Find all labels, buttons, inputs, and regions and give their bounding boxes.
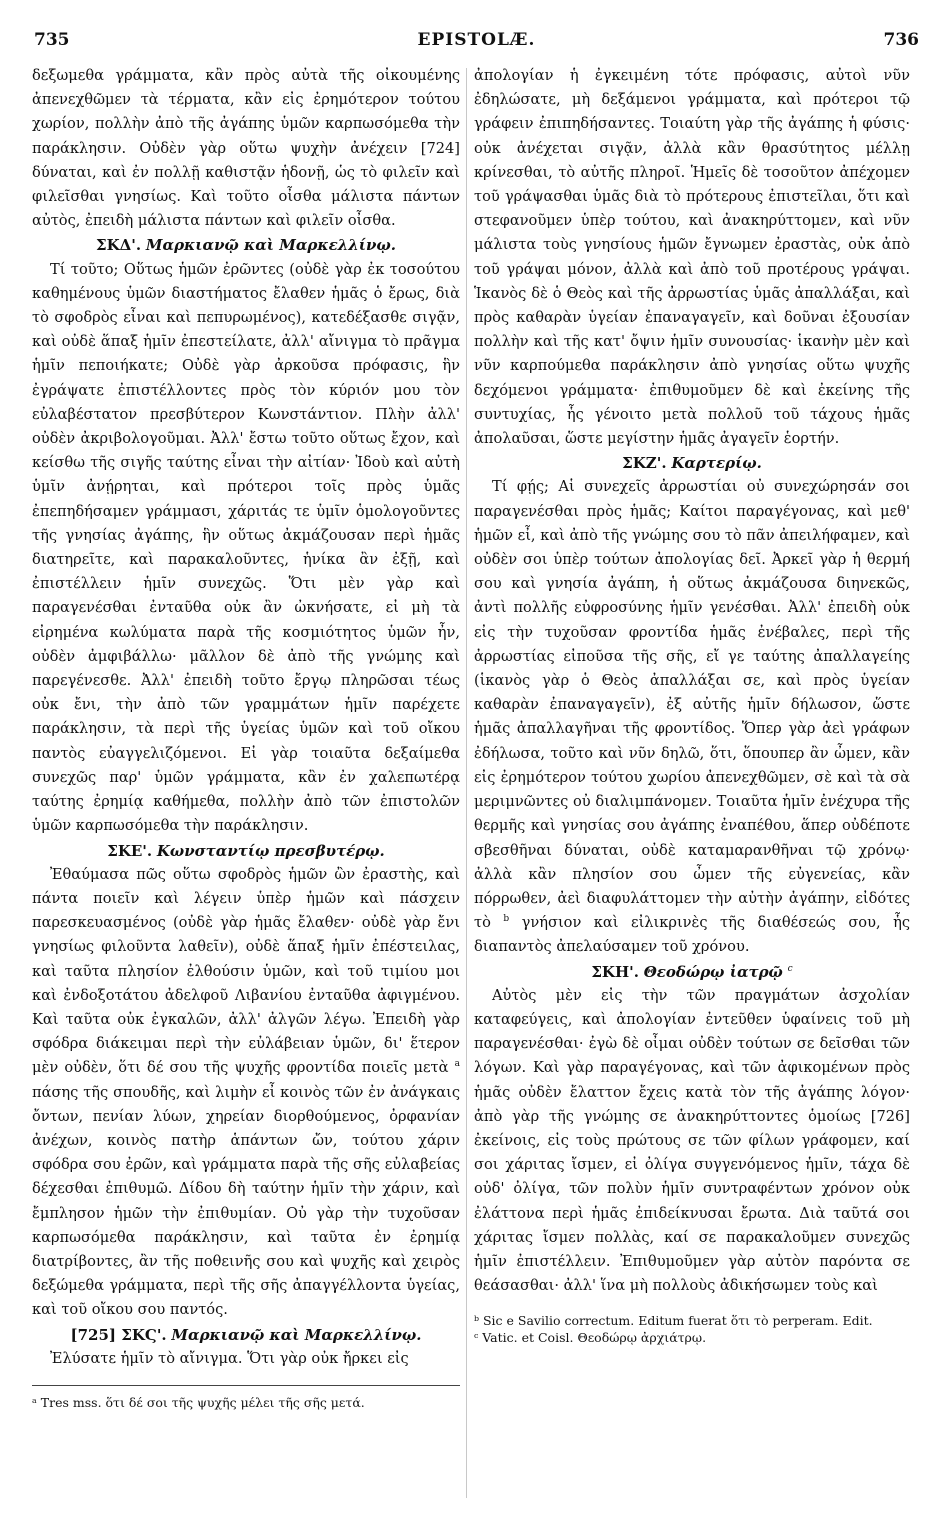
letter-224-number: ΣΚΔ'. <box>96 236 142 255</box>
running-title: EPISTOLÆ. <box>417 30 536 50</box>
letter-227-heading <box>474 451 910 475</box>
letter-226-heading <box>32 1323 460 1347</box>
letter-226-body-start: Ἐλύσατε ἡμῖν τὸ αἴνιγμα. Ὅτι γὰρ οὐκ ἤρκει εἰς <box>50 1349 409 1367</box>
right-footnotes <box>474 1312 910 1346</box>
right-page-number: 736 <box>883 30 919 50</box>
letter-226-continuation: ἀπολογίαν ἡ ἐγκειμένη τότε πρόφασις, αὐτοὶ νῦν ἐδηλώσατε, μὴ δεξάμενοι γράμματα, καὶ πρότεροι τῷ γράφειν ἐπιπηδήσαντες. Τοιαύτη γὰρ τῆς ἀγάπης ἡ φύσις· οὐκ ἀνέχεται σιγᾷν, ἀλλὰ κἂν θρασύτητος μέλλῃ κρίνεσθαι, τὸ αὐτῆς πληροῖ. Ἡμεῖς δὲ τοσοῦτον ἀπέχομεν τοῦ γράψασθαι ὑμᾶς διὰ τὸ πρότερους ἐπιστεῖλαι, ὅτι καὶ στεφανοῦμεν ὑπὲρ τούτου, καὶ ἀνακηρύττομεν, καὶ νῦν μάλιστα τοὺς γνησίους ἡμῶν ἔγνωμεν ἐραστὰς, οὐκ ἀπὸ τοῦ γράψαι μόνον, ἀλλὰ καὶ ἀπὸ τοῦ προτέρους γράψαι. Ἱκανὸς δὲ ὁ Θεὸς καὶ τῆς ἀρρωστίας ὑμᾶς ἀπαλλάξαι, καὶ πρὸς καθαρὰν ὑγείαν ἐπαναγαγεῖν, καὶ δοῦναι ἐξουσίαν πολλὴν καὶ τῆς κατ' ὄψιν ἡμῖν συνουσίας· ἱκανὴν μὲν καὶ νῦν καρπούμεθα παράκλησιν ἀπὸ γνησίας οὕτω ψυχῆς δεχόμενοι γράμματα· ἐπιθυμοῦμεν δὲ καὶ ἐκείνης τῆς συντυχίας, ἧς γένοιτο μετὰ πολλοῦ τοῦ τάχους ἡμᾶς ἀπολαῦσαι, ὥστε μεγίστην ἡμᾶς ἀγαγεῖν ἑορτήν. <box>474 67 910 448</box>
footnote-b: ᵇ Sic e Savilio correctum. Editum fuerat ὅτι τὸ perperam. Edit. <box>474 1313 873 1329</box>
letter-228-addressee: Θεοδώρῳ ἰατρῷ <box>643 962 783 981</box>
letter-225-heading <box>32 839 460 863</box>
letter-227-body <box>474 475 910 959</box>
letter-226-number: [725] ΣΚϚ'. <box>70 1325 167 1344</box>
letter-225-body-part-1: Ἐθαύμασα πῶς οὕτω σφοδρὸς ἡμῶν ὢν ἐραστὴς, καὶ πάντα ποιεῖν καὶ λέγειν ὑπὲρ ἡμῶν καὶ πάσχειν παρεσκευασμένος (οὐδὲ γὰρ ἡμᾶς ἔλαθεν· οὐδὲ γὰρ ἔνι γνησίως φιλοῦντα λαθεῖν), οὐδὲ ἅπαξ ἡμῖν ἐπέστειλας, καὶ ταῦτα πλησίον ἐλθούσιν ὑμῶν, καὶ τοῦ τιμίου μοι καὶ ἐνδοξοτάτου ἀδελφοῦ Λιβανίου ἐνταῦθα ἀφιγμένου. Καὶ ταῦτα οὐκ ἐγκαλῶν, ἀλλ' ἀλγῶν λέγω. Ἐπειδὴ γὰρ σφόδρα διάκειμαι περὶ τὴν εὐλάβειαν ὑμῶν, δι' ἕτερον μὲν οὐδὲν, ὅτι δέ σου τῆς ψυχῆς φροντίδα ποιεῖς μετὰ <box>32 865 460 1077</box>
letter-227-number: ΣΚΖ'. <box>622 454 667 473</box>
footnote-a: ᵃ Tres mss. ὅτι δέ σοι τῆς ψυχῆς μέλει τῆς σῆς μετά. <box>32 1394 365 1410</box>
letter-223-continuation: δεξωμεθα γράμματα, κἂν πρὸς αὐτὰ τῆς οἰκουμένης ἀπενεχθῶμεν τὰ τέρματα, κἂν εἰς ἐρημότερον τούτου χωρίον, πολλὴν ἀπὸ τῆς ἀγάπης ὑμῶν καρπωσόμεθα τὴν παράκλησιν. Οὐδὲν γὰρ οὕτω ψυχὴν ἀνέχειν [724] δύναται, καὶ ἐν πολλῇ καθιστᾷν ἡδονῇ, ὡς τὸ φιλεῖν καὶ φιλεῖσθαι γνησίως. Καὶ τοῦτο οἶσθα μάλιστα πάντων αὐτὸς, ἐπειδὴ μάλιστα πάντων καὶ φιλεῖν οἶσθα. <box>32 67 460 230</box>
left-page-number: 735 <box>34 30 70 50</box>
letter-225-body <box>32 863 460 1323</box>
letter-228-body: Αὐτὸς μὲν εἰς τὴν τῶν πραγμάτων ἀσχολίαν καταφεύγεις, καὶ ἀπολογίαν ἐντεῦθεν ὑφαίνεις τοῦ μὴ παραγενέσθαι· ἐγὼ δὲ οἶμαι οὐδὲν τούτων σε δεῖσθαι τῶν λόγων. Καὶ γὰρ παραγέγονας, καὶ τῶν ἀφικομένων πρὸς ἡμᾶς οὐδὲν ἔλαττον ἔχεις κατὰ τὸν τῆς ἀγάπης λόγον· ἀπὸ γὰρ τῆς γνώμης σε ἀνακηρύττοντες ὁμοίως [726] ἐκείνοις, εἰς τοὺς πρώτους σε τῶν φίλων γράφομεν, καί σοι χάριτας ἴσμεν, εἰ ὀλίγα συγγενόμενος ἡμῖν, τάχα δὲ οὐδ' ὀλίγα, τῶν πολὺν ἡμῖν συντραφέντων χρόνον οὐκ ἐλάττονα περὶ ἡμᾶς ἐπιδείκνυσαι ἔρωτα. Διὰ ταῦτά σοι χάριτας ἴσμεν πολλὰς, καί σε παρακαλοῦμεν συνεχῶς ἡμῖν ἐπιστέλλειν. Ἐπιθυμοῦμεν γὰρ αὐτὸν παρόντα σε θεάσασθαι· ἀλλ' ἵνα μὴ πολλοὺς ἀδικήσωμεν τοὺς καὶ <box>474 986 910 1295</box>
letter-228-heading <box>474 960 910 984</box>
footnote-b-marker[interactable]: b <box>503 914 510 925</box>
right-column <box>474 64 910 1346</box>
letter-225-number: ΣΚΕ'. <box>107 841 153 860</box>
letter-225-body-part-2: πάσης τῆς σπουδῆς, καὶ λιμὴν εἶ κοινὸς τῶν ἐν ἀνάγκαις ὄντων, πενίαν λύων, χηρείαν διορθούμενος, ὀρφανίαν ἀνέχων, κοινὸς πατὴρ ἁπάντων ὤν, τούτου χάριν σφόδρα σου ἐρῶν, καὶ γράμματα παρὰ τῆς σῆς εὐλαβείας δέχεσθαι ἐπιθυμῶ. Δίδου δὴ ταύτην ἡμῖν τὴν χάριν, καὶ ἔμπλησον ἡμῶν τὴν ἐπιθυμίαν. Οὐ γὰρ τὴν τυχοῦσαν καρπωσόμεθα παράκλησιν, καὶ ταῦτα ἐν ἐρημίᾳ διατρίβοντες, ἂν τῆς ποθεινῆς σου καὶ ψυχῆς καὶ χειρὸς δεξώμεθα γράμματα, περὶ τῆς σῆς ἀπαγγέλλοντα ὑγείας, καὶ τοῦ οἴκου σου παντός. <box>32 1083 460 1319</box>
letter-226-addressee: Μαρκιανῷ καὶ Μαρκελλίνῳ. <box>171 1325 422 1344</box>
column-divider <box>466 68 467 1498</box>
footnote-c-marker[interactable]: c <box>787 963 793 974</box>
letter-227-body-part-1: Τί φῄς; Αἱ συνεχεῖς ἀρρωστίαι οὐ συνεχώρησάν σοι παραγενέσθαι πρὸς ἡμᾶς; Καίτοι παραγέγονας, καὶ μεθ' ἡμῶν εἶ, καὶ ἀπὸ τῆς γνώμης σου τὸ πᾶν ἀπειλήφαμεν, καὶ οὐδὲν σοι ὑπὲρ τούτων ἀπολογίας δεῖ. Ἀρκεῖ γὰρ ἡ θερμή σου καὶ γνησία ἀγάπη, ἡ οὕτως ἀκμάζουσα διηνεκῶς, ἀντὶ πολλῆς εὐφροσύνης ἡμῖν γενέσθαι. Ἀλλ' ἐπειδὴ οὐκ εἰς τὴν τυχοῦσαν φροντίδα ἡμᾶς ἐνέβαλες, περὶ τῆς ἀρρωστίας εἰποῦσα τῆς σῆς, εἴ γε ταύτης ἀπαλλαγείης (ἱκανὸς γὰρ ὁ Θεὸς ἀπαλλάξαι σε, καὶ πρὸς ὑγείαν καθαρὰν ἐπαναγαγεῖν), ἐξ αὐτῆς ἡμῖν δήλωσον, ὥστε ἡμᾶς ἀπαλλαγῆναι τῆς φροντίδος. Ὅπερ γὰρ ἀεὶ γράφων ἐδήλωσα, τοῦτο καὶ νῦν δηλῶ, ὅτι, ὅπουπερ ἂν ὦμεν, κἂν εἰς ἐρημότερον τούτου χωρίου ἀπενεχθῶμεν, σὲ καὶ τὰ σὰ μεριμνῶντες οὐ διαλιμπάνομεν. Τοιαῦτα ἡμῖν ἐνέχυρα τῆς θερμῆς καὶ γνησίας σου ἀγάπης ἐναπέθου, ἅπερ οὐδέποτε σβεσθῆναι δύναται, οὐδὲ καταμαρανθῆναι τῷ χρόνῳ· ἀλλὰ κἂν πλησίον σου ὦμεν τῆς εὐγενείας, κἂν πόρρωθεν, ἀεὶ διαφυλάττομεν τὴν αὐτὴν ἀγάπην, εἰδότες τὸ <box>474 478 910 932</box>
footnote-c: ᶜ Vatic. et Coisl. Θεοδώρῳ ἀρχιάτρῳ. <box>474 1330 707 1346</box>
letter-228-number: ΣΚΗ'. <box>591 962 639 981</box>
footnote-a-marker[interactable]: a <box>454 1059 461 1070</box>
letter-227-addressee: Καρτερίῳ. <box>671 454 762 473</box>
letter-227-body-part-2: γνήσιον καὶ εἰλικρινὲς τῆς διαθέσεώς σου, ἧς διαπαντὸς ἀπελαύσαμεν τοῦ χρόνου. <box>474 914 910 956</box>
letter-224-heading <box>32 233 460 257</box>
running-header <box>34 30 919 58</box>
letter-224-addressee: Μαρκιανῷ καὶ Μαρκελλίνῳ. <box>145 236 396 255</box>
left-column <box>32 64 460 1411</box>
left-footnotes <box>32 1385 460 1411</box>
letter-224-body: Τί τοῦτο; Οὕτως ἡμῶν ἐρῶντες (οὐδὲ γὰρ ἐκ τοσούτου καθημένους ὑμῶν διαστήματος ἔλαθεν ἡμᾶς ὁ ἔρως, διὰ τὸ σφοδρὸς εἶναι καὶ πεπυρωμένος), κατεδέξασθε σιγᾷν, καὶ οὐδὲ ἅπαξ ἡμῖν ἐπεστείλατε, ἀλλ' αἴνιγμα τὸ πρᾶγμα ἡμῖν πεποιήκατε; Οὐδὲ γὰρ ἀρκοῦσα πρόφασις, ἣν ἐγράψατε ἐπιστέλλοντες πρὸς τὸν κύριόν μου τὸν εὐλαβέστατον πρεσβύτερον Κωνστάντιον. Πλὴν ἀλλ' οὐδὲν ἀκριβολογοῦμαι. Ἀλλ' ἔστω τοῦτο οὕτως ἔχον, καὶ κείσθω τῆς σιγῆς ταύτης εἶναι τὴν αἰτίαν· Ἰδοὺ καὶ αὐτὴ ὑμῖν ἀνῄρηται, καὶ πρότεροι τοῖς πρὸς ὑμᾶς ἐπεπηδήσαμεν γράμμασι, χάριτάς τε ὑμῖν ὁμολογοῦντες τῆς γνησίας ἀγάπης, ἣν οὕτως ἀκμάζουσαν περὶ ἡμᾶς διατηρεῖτε, καὶ παρακαλοῦντες, ἡνίκα ἂν ἐξῇ, καὶ ἐπιστέλλειν ἡμῖν συνεχῶς. Ὅτι μὲν γὰρ καὶ παραγενέσθαι ἐνταῦθα οὐκ ἂν ὠκνήσατε, εἰ μὴ τὰ εἰρημένα κωλύματα παρὰ τῆς κοσμιότητος ὑμῶν ἦν, οὐδὲν ἀμφιβάλλω· μᾶλλον δὲ ἀπὸ τῆς γνώμης καὶ παρεγένεσθε. Ἀλλ' ἐπειδὴ τοῦτο ἔργῳ πληρῶσαι τέως οὐκ ἔνι, τὴν ἀπὸ τῶν γραμμάτων ἡμῖν παρέχετε παράκλησιν, τὰ περὶ τῆς ὑγείας ὑμῶν καὶ τοῦ οἴκου παντὸς εὐαγγελιζόμενοι. Εἰ γὰρ τοιαῦτα δεξαίμεθα συνεχῶς παρ' ὑμῶν γράμματα, κἂν ἐν χαλεπωτέρᾳ ταύτης ἐρημίᾳ καθήμεθα, πολλὴν ἀπὸ τῶν ἐπιστολῶν ὑμῶν καρπωσόμεθα τὴν παράκλησιν. <box>32 260 460 835</box>
letter-225-addressee: Κωνσταντίῳ πρεσβυτέρῳ. <box>156 841 385 860</box>
